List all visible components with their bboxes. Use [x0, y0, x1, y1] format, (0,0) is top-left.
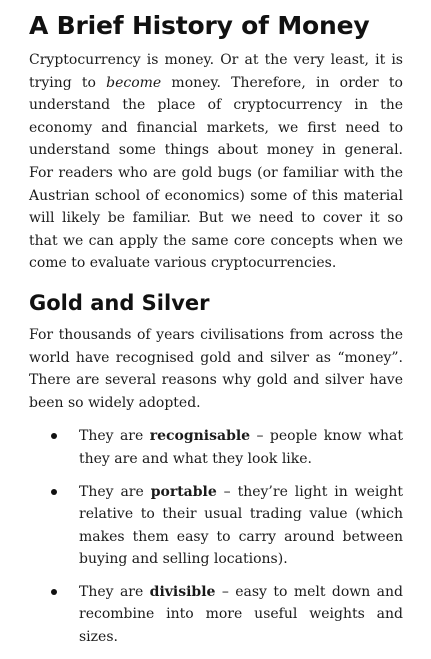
- list-item: [29, 581, 403, 649]
- document-page: [29, 10, 403, 659]
- list-item-text: [79, 425, 403, 470]
- list-item-term: divisible: [149, 583, 216, 600]
- list-item: [29, 425, 403, 470]
- bullet-icon: [51, 433, 57, 439]
- bullet-icon: [51, 489, 57, 495]
- list-item-term: portable: [150, 483, 217, 500]
- list-item-term: recognisable: [149, 428, 251, 445]
- list-item-description: – they’re light in weight relative to their usual trading value (which makes them easy to carry around between buying and selling locations).: [79, 483, 403, 568]
- list-item-prefix: They are: [79, 583, 150, 600]
- list-item-text: [79, 581, 403, 649]
- section-paragraph: For thousands of years civilisations from across the world have recognised gold and silver as “money”. There are several reasons why gold and silver have been so widely adopted.: [29, 326, 403, 411]
- intro-text-part2: money. Therefore, in order to understand the place of cryptocurrency in the economy and financial markets, we first need to understand some things about money in general. For readers who are gold bugs (or familiar with the Austrian school of economics) some of this material will likely be familiar. But we need to cover it so that we can apply the same core concepts when we come to evaluate various cryptocurrencies.: [29, 74, 403, 272]
- list-item: [29, 481, 403, 571]
- page-title: A Brief History of Money: [29, 11, 370, 40]
- list-item-prefix: They are: [79, 483, 151, 500]
- list-item-description: – people know what they are and what they look like.: [79, 428, 403, 467]
- intro-emphasis: become: [106, 74, 162, 91]
- list-item-text: [79, 481, 403, 571]
- bullet-list: [29, 425, 403, 648]
- bullet-icon: [51, 589, 57, 595]
- list-item-description: – easy to melt down and recombine into more useful weights and sizes.: [79, 583, 403, 646]
- intro-text-part1: Cryptocurrency is money. Or at the very least, it is trying to: [29, 52, 403, 91]
- intro-paragraph: [29, 49, 403, 275]
- section-heading: Gold and Silver: [29, 290, 210, 315]
- list-item-prefix: They are: [79, 428, 150, 445]
